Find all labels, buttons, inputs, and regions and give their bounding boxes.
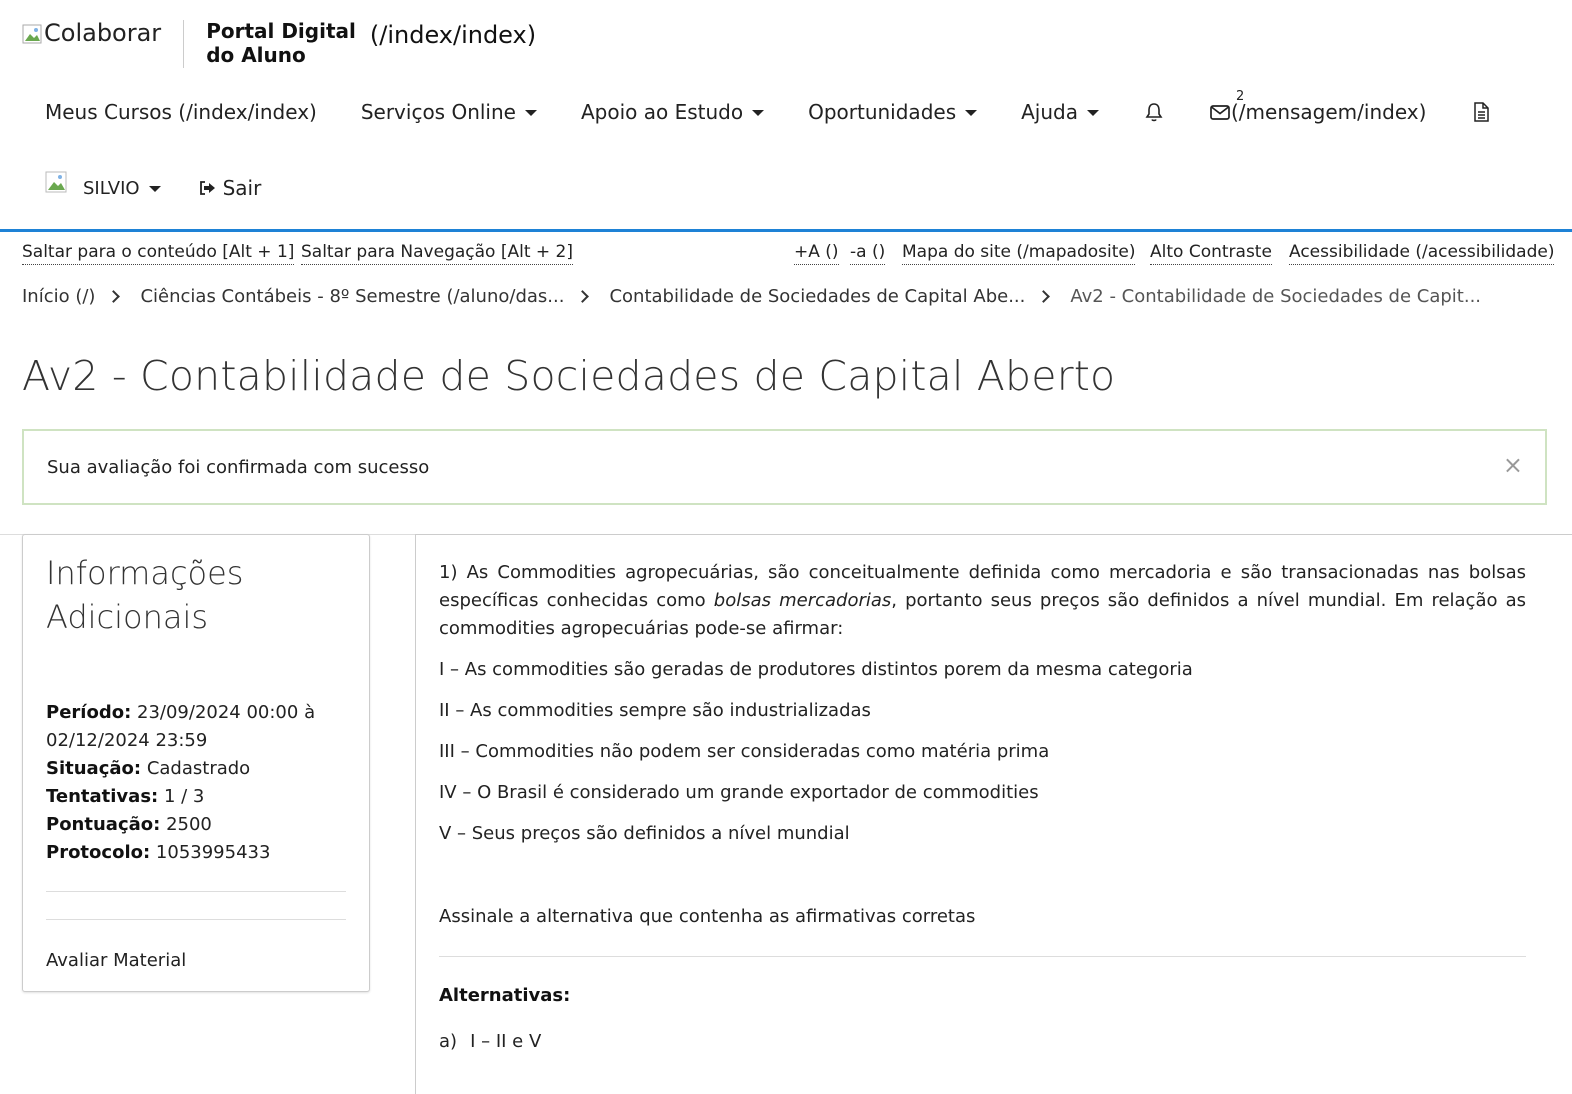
skip-to-content-link[interactable]: Saltar para o conteúdo [Alt + 1] (22, 240, 294, 265)
brand-title-line1: Portal Digital (206, 19, 356, 43)
chevron-right-icon (577, 290, 590, 303)
statement-5: V – Seus preços são definidos a nível mundial (439, 823, 850, 844)
caret-down-icon (1087, 110, 1099, 116)
nav-apoio-estudo-label: Apoio ao Estudo (580, 100, 744, 124)
font-decrease-link[interactable]: -a () (850, 240, 885, 265)
alert-message: Sua avaliação foi confirmada com sucesso (47, 456, 430, 478)
info-periodo (46, 699, 346, 755)
pontuacao-value: 2500 (166, 814, 212, 835)
chevron-right-icon (1038, 290, 1051, 303)
brand-divider (183, 20, 184, 68)
sidebar-divider (46, 891, 346, 892)
tentativas-value: 1 / 3 (163, 786, 205, 807)
protocolo-label: Protocolo: (46, 842, 151, 863)
periodo-value: 23/09/2024 00:00 à 02/12/2024 23:59 (46, 702, 316, 751)
high-contrast-link[interactable]: Alto Contraste (1150, 240, 1272, 265)
page-title: Av2 - Contabilidade de Sociedades de Capital Aberto (22, 352, 1116, 400)
user-name: SILVIO (83, 177, 140, 199)
brand-title[interactable] (206, 19, 356, 67)
nav-servicos-online[interactable] (339, 84, 559, 140)
caret-down-icon (752, 110, 764, 116)
situacao-value: Cadastrado (146, 758, 251, 779)
brand-header (22, 16, 536, 68)
logout-label: Sair (222, 176, 262, 200)
broken-image-icon (22, 21, 44, 43)
breadcrumb-discipline[interactable]: Contabilidade de Sociedades de Capital Abe... (609, 286, 1026, 307)
brand-title-line2: do Aluno (206, 43, 306, 67)
additional-info-panel (22, 534, 370, 992)
nav-documents[interactable] (1448, 84, 1514, 140)
question-panel (415, 534, 1572, 1094)
main-navigation (0, 84, 1572, 140)
question-intro-part1: 1) As Commodities agropecuárias, são conceitualmente definida como mercadoria e são transacionadas nas bolsas específicas conhecidas como (439, 562, 1526, 611)
nav-notifications[interactable] (1121, 84, 1187, 140)
statement-2: II – As commodities sempre são industrializadas (439, 700, 871, 721)
logout-button[interactable] (197, 176, 262, 200)
alternatives-title: Alternativas: (439, 985, 571, 1006)
close-icon[interactable]: × (1502, 451, 1523, 479)
nav-meus-cursos[interactable] (0, 84, 339, 140)
envelope-icon (1209, 101, 1231, 123)
question-prompt: Assinale a alternativa que contenha as afirmativas corretas (439, 906, 976, 927)
question-text (439, 559, 1526, 643)
pontuacao-label: Pontuação: (46, 814, 161, 835)
user-menu[interactable] (0, 178, 161, 199)
info-pontuacao (46, 811, 346, 839)
logo-link[interactable] (22, 16, 161, 50)
nav-meus-cursos-label: Meus Cursos (/index/index) (45, 100, 317, 124)
nav-apoio-estudo[interactable] (559, 84, 786, 140)
success-alert (22, 429, 1547, 505)
nav-ajuda[interactable] (999, 84, 1121, 140)
question-intro-part2: , portanto seus preços são definidos a nível mundial. Em relação as commodities agropecuárias pode-se afirmar: (439, 590, 1526, 639)
statement-4: IV – O Brasil é considerado um grande exportador de commodities (439, 782, 1039, 803)
sidebar-title (46, 551, 346, 639)
sitemap-link[interactable]: Mapa do site (/mapadosite) (902, 240, 1135, 265)
question-intro-italic: bolsas mercadorias (713, 590, 892, 611)
bell-icon (1143, 101, 1165, 123)
nav-ajuda-label: Ajuda (1021, 100, 1078, 124)
statement-1: I – As commodities são geradas de produtores distintos porem da mesma categoria (439, 659, 1193, 680)
nav-oportunidades-label: Oportunidades (808, 100, 957, 124)
mail-wrap (1209, 89, 1427, 124)
breadcrumb-home[interactable]: Início (/) (22, 286, 96, 307)
caret-down-icon (525, 110, 537, 116)
sidebar-title-line1: Informações (46, 554, 244, 592)
chevron-right-icon (108, 290, 121, 303)
info-tentativas (46, 783, 346, 811)
protocolo-value: 1053995433 (155, 842, 271, 863)
brand-home-link[interactable]: (/index/index) (369, 21, 537, 49)
alternative-text: I – II e V (470, 1031, 542, 1052)
font-increase-link[interactable]: +A () (794, 240, 839, 265)
caret-down-icon (149, 186, 161, 192)
sign-out-icon (197, 178, 217, 198)
info-protocolo (46, 839, 346, 867)
message-count-badge: 2 (1236, 89, 1245, 104)
logo-alt-text: Colaborar (44, 19, 162, 47)
question-divider (439, 956, 1526, 957)
user-navigation (0, 160, 261, 216)
nav-oportunidades[interactable] (786, 84, 999, 140)
nav-messages[interactable] (1187, 84, 1448, 140)
statement-3: III – Commodities não podem ser consideradas como matéria prima (439, 741, 1050, 762)
tentativas-label: Tentativas: (46, 786, 159, 807)
sidebar-divider (46, 919, 346, 920)
breadcrumb-current: Av2 - Contabilidade de Sociedades de Capit... (1070, 286, 1482, 307)
info-list (46, 699, 346, 867)
situacao-label: Situação: (46, 758, 142, 779)
alternative-letter: a) (439, 1031, 458, 1052)
alternative-option[interactable] (439, 1031, 1526, 1052)
accessibility-link[interactable]: Acessibilidade (/acessibilidade) (1289, 240, 1554, 265)
info-situacao (46, 755, 346, 783)
header-divider (0, 229, 1572, 232)
avaliar-material-link[interactable]: Avaliar Material (46, 950, 187, 971)
caret-down-icon (965, 110, 977, 116)
periodo-label: Período: (46, 702, 132, 723)
breadcrumb (22, 286, 1481, 307)
accessibility-bar (0, 240, 1572, 268)
nav-servicos-online-label: Serviços Online (360, 100, 516, 124)
avatar (45, 171, 69, 195)
breadcrumb-course[interactable]: Ciências Contábeis - 8º Semestre (/aluno/das... (140, 286, 565, 307)
skip-to-navigation-link[interactable]: Saltar para Navegação [Alt + 2] (301, 240, 573, 265)
nav-messages-label: (/mensagem/index) (1231, 100, 1427, 124)
document-icon (1470, 101, 1492, 123)
sidebar-title-line2: Adicionais (46, 598, 209, 636)
